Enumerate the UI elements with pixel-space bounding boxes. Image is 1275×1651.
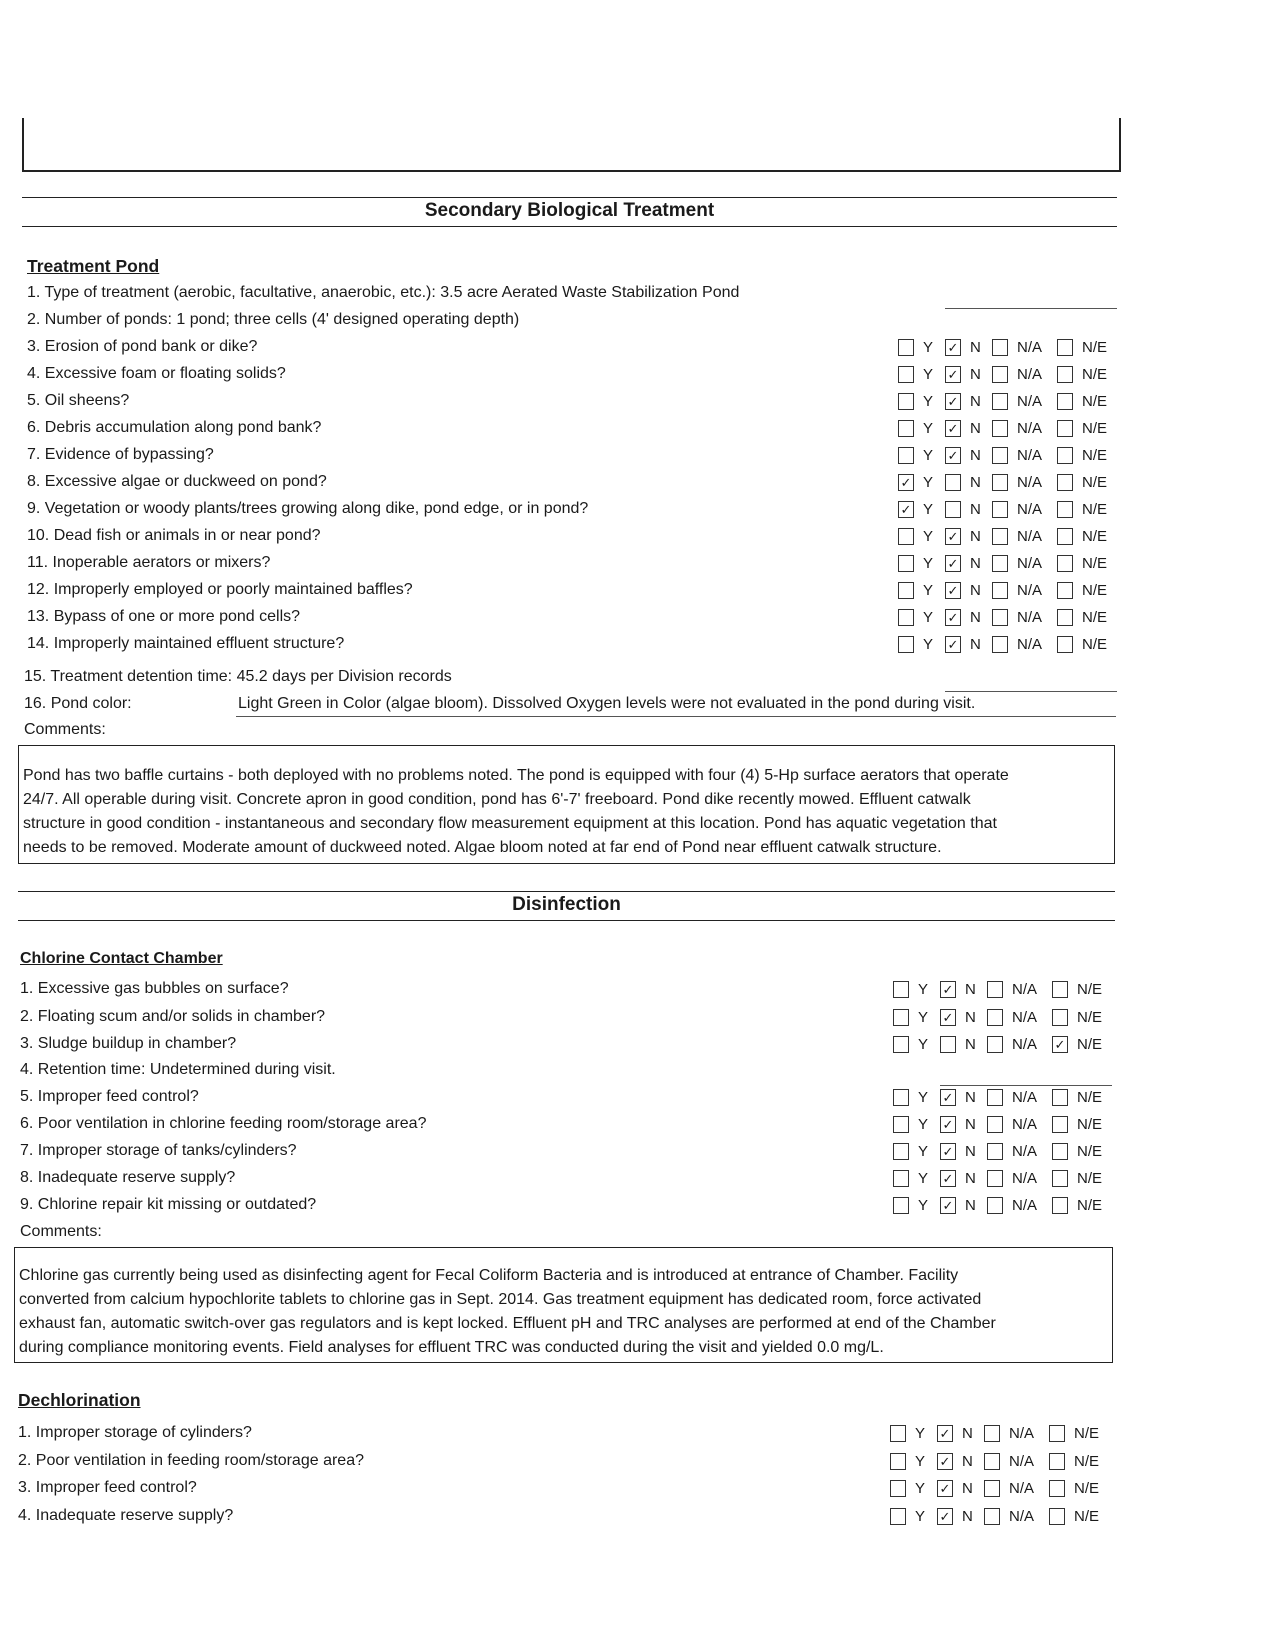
checkbox-n-a[interactable] <box>992 366 1008 383</box>
checkbox-y[interactable] <box>898 420 914 437</box>
checkbox-n-e[interactable] <box>1057 474 1073 491</box>
checkbox-label: N <box>965 1116 976 1133</box>
checkbox-n-a[interactable] <box>987 981 1003 998</box>
checkbox-y[interactable]: ✓ <box>898 501 914 518</box>
checkbox-label: N <box>970 366 981 383</box>
question-text: 12. Improperly employed or poorly maintained baffles? <box>27 581 413 598</box>
checkbox-y[interactable] <box>890 1508 906 1525</box>
checkbox-n-a[interactable] <box>992 447 1008 464</box>
question-text: 2. Floating scum and/or solids in chamber? <box>20 1007 326 1025</box>
checkbox-n-e[interactable] <box>1057 582 1073 599</box>
checkbox-label: N/E <box>1074 1507 1100 1525</box>
checkbox-label: Y <box>915 1480 926 1497</box>
checkbox-label: N/E <box>1082 339 1108 356</box>
checkbox-n-e[interactable] <box>1057 636 1073 653</box>
checkbox-n-e[interactable] <box>1057 447 1073 464</box>
checkbox-label: N <box>965 1170 976 1187</box>
checkbox-n[interactable] <box>940 1036 956 1053</box>
checkbox-n[interactable]: ✓ <box>945 528 961 545</box>
checkbox-y[interactable] <box>898 393 914 410</box>
checkbox-label: N <box>962 1480 973 1497</box>
question-text: 8. Excessive algae or duckweed on pond? <box>27 473 327 490</box>
checkbox-label: Y <box>915 1425 926 1442</box>
checkbox-n-a[interactable] <box>987 1116 1003 1133</box>
answer-options <box>898 339 1122 356</box>
checkbox-label: N <box>965 981 976 998</box>
checkbox-label: N <box>970 420 981 437</box>
checkbox-n-e[interactable] <box>1052 1170 1068 1187</box>
checkbox-y[interactable] <box>898 555 914 572</box>
checkbox-label: N/A <box>1012 1036 1038 1053</box>
question-text: 14. Improperly maintained effluent structure? <box>27 635 345 652</box>
checkbox-label: N <box>965 1008 976 1026</box>
question-text: 4. Inadequate reserve supply? <box>18 1506 234 1524</box>
checkbox-label: N/E <box>1074 1480 1100 1497</box>
checkbox-y[interactable] <box>898 528 914 545</box>
checkbox-n[interactable]: ✓ <box>945 582 961 599</box>
checkbox-label: Y <box>923 528 934 545</box>
comment-line: exhaust fan, automatic switch-over gas regulators and is kept locked. Effluent pH and TRC analyses are performed at end of the Chamber <box>19 1315 996 1332</box>
checkbox-label: N/A <box>1012 1197 1038 1214</box>
answer-options <box>893 1143 1117 1160</box>
checkbox-n[interactable]: ✓ <box>937 1453 953 1470</box>
checkbox-n[interactable]: ✓ <box>945 393 961 410</box>
checkbox-label: N/E <box>1082 447 1108 464</box>
section-rule-top <box>22 197 1117 198</box>
answer-options <box>898 447 1122 464</box>
checkbox-label: N <box>965 1036 976 1053</box>
checkbox-label: N/E <box>1074 1452 1100 1470</box>
pond-color-value: Light Green in Color (algae bloom). Dissolved Oxygen levels were not evaluated in the pond during visit. <box>238 695 976 712</box>
checkbox-y[interactable] <box>893 1170 909 1187</box>
checkbox-label: N/A <box>1017 366 1043 383</box>
checkbox-label: N <box>970 474 981 491</box>
checkbox-label: N <box>970 582 981 599</box>
checkbox-label: N <box>970 447 981 464</box>
checkbox-n-a[interactable] <box>992 501 1008 518</box>
checkbox-n-e[interactable] <box>1057 339 1073 356</box>
checkbox-n[interactable]: ✓ <box>937 1508 953 1525</box>
section-rule-top <box>18 891 1115 892</box>
checkbox-label: N/E <box>1082 474 1108 491</box>
checkbox-n-a[interactable] <box>984 1425 1000 1442</box>
checkbox-label: N <box>970 636 981 653</box>
question-text: 3. Improper feed control? <box>18 1479 197 1496</box>
checkbox-n-a[interactable] <box>987 1170 1003 1187</box>
checkbox-label: N/A <box>1017 420 1043 437</box>
answer-options <box>898 474 1122 491</box>
checkbox-label: N/E <box>1082 366 1108 383</box>
checkbox-label: N <box>965 1143 976 1160</box>
checkbox-label: Y <box>915 1507 926 1525</box>
checkbox-n-e[interactable] <box>1057 555 1073 572</box>
checkbox-label: N/E <box>1077 1008 1103 1026</box>
pond-q16-label: 16. Pond color: <box>24 695 132 712</box>
checkbox-label: Y <box>918 1170 929 1187</box>
question-text: 3. Erosion of pond bank or dike? <box>27 338 258 355</box>
checkbox-n-a[interactable] <box>992 636 1008 653</box>
checkbox-label: N/A <box>1012 1008 1038 1026</box>
checkbox-n[interactable]: ✓ <box>945 366 961 383</box>
checkbox-label: Y <box>918 1008 929 1026</box>
checkbox-n[interactable] <box>945 474 961 491</box>
checkbox-n-e[interactable] <box>1057 366 1073 383</box>
checkbox-label: N <box>970 555 981 572</box>
checkbox-label: N/E <box>1077 1116 1103 1133</box>
chamber-comments-label: Comments: <box>20 1223 102 1240</box>
checkbox-label: Y <box>918 1089 929 1106</box>
checkbox-n-e[interactable]: ✓ <box>1052 1036 1068 1053</box>
checkbox-n[interactable]: ✓ <box>940 1170 956 1187</box>
checkbox-label: N/A <box>1017 609 1043 626</box>
checkbox-n-e[interactable] <box>1052 981 1068 998</box>
checkbox-label: N/E <box>1082 582 1108 599</box>
checkbox-label: N/E <box>1082 420 1108 437</box>
checkbox-y[interactable] <box>898 339 914 356</box>
checkbox-n[interactable]: ✓ <box>945 636 961 653</box>
checkbox-y[interactable] <box>893 1116 909 1133</box>
checkbox-n-a[interactable] <box>987 1089 1003 1106</box>
checkbox-n-a[interactable] <box>992 609 1008 626</box>
checkbox-n-a[interactable] <box>984 1453 1000 1470</box>
comment-line: Chlorine gas currently being used as disinfecting agent for Fecal Coliform Bacteria and is introduced at entrance of Chamber. Facility <box>19 1267 959 1284</box>
checkbox-n-a[interactable] <box>984 1480 1000 1497</box>
checkbox-n-e[interactable] <box>1057 501 1073 518</box>
checkbox-y[interactable] <box>893 1009 909 1026</box>
checkbox-n-e[interactable] <box>1052 1089 1068 1106</box>
question-text: 7. Improper storage of tanks/cylinders? <box>20 1142 297 1159</box>
checkbox-y[interactable] <box>898 609 914 626</box>
checkbox-n-a[interactable] <box>992 528 1008 545</box>
answer-options <box>893 1170 1117 1187</box>
checkbox-y[interactable] <box>893 1089 909 1106</box>
checkbox-label: N/A <box>1017 555 1043 572</box>
checkbox-n-e[interactable] <box>1052 1143 1068 1160</box>
checkbox-label: Y <box>918 1197 929 1214</box>
checkbox-y[interactable] <box>893 1036 909 1053</box>
comment-line: Pond has two baffle curtains - both deployed with no problems noted. The pond is equipped with four (4) 5-Hp surface aerators that operate <box>23 767 1009 784</box>
checkbox-n-e[interactable] <box>1052 1009 1068 1026</box>
checkbox-n-e[interactable] <box>1052 1197 1068 1214</box>
checkbox-label: Y <box>918 1143 929 1160</box>
checkbox-label: N/E <box>1082 636 1108 653</box>
answer-options <box>898 366 1122 383</box>
checkbox-label: N/A <box>1017 501 1043 518</box>
checkbox-label: Y <box>923 501 934 518</box>
section-rule-bottom <box>22 226 1117 227</box>
question-text: 5. Improper feed control? <box>20 1088 199 1105</box>
question-text: 10. Dead fish or animals in or near pond? <box>27 527 321 544</box>
checkbox-n-a[interactable] <box>987 1036 1003 1053</box>
checkbox-label: Y <box>923 447 934 464</box>
checkbox-n-a[interactable] <box>987 1009 1003 1026</box>
checkbox-label: N/A <box>1009 1507 1035 1525</box>
question-text: 2. Poor ventilation in feeding room/storage area? <box>18 1451 364 1469</box>
checkbox-n[interactable]: ✓ <box>945 555 961 572</box>
checkbox-label: N/A <box>1017 339 1043 356</box>
checkbox-y[interactable] <box>893 1197 909 1214</box>
question-text: 13. Bypass of one or more pond cells? <box>27 608 301 625</box>
answer-line <box>940 1085 1112 1086</box>
checkbox-n-a[interactable] <box>992 555 1008 572</box>
question-text: 1. Improper storage of cylinders? <box>18 1424 252 1441</box>
section-title-secondary: Secondary Biological Treatment <box>424 200 715 221</box>
answer-options <box>893 1116 1117 1133</box>
checkbox-n[interactable]: ✓ <box>940 1009 956 1026</box>
checkbox-label: N/E <box>1074 1425 1100 1442</box>
checkbox-n-a[interactable] <box>992 474 1008 491</box>
question-text: 6. Debris accumulation along pond bank? <box>27 419 322 436</box>
checkbox-n-a[interactable] <box>987 1197 1003 1214</box>
answer-options <box>898 609 1122 626</box>
answer-options <box>890 1480 1114 1497</box>
checkbox-label: N/E <box>1077 981 1103 998</box>
checkbox-label: N <box>965 1089 976 1106</box>
answer-options <box>890 1425 1114 1442</box>
checkbox-n-e[interactable] <box>1049 1508 1065 1525</box>
pond-comments-label: Comments: <box>24 721 106 738</box>
checkbox-n[interactable]: ✓ <box>945 339 961 356</box>
answer-options <box>890 1508 1114 1525</box>
question-text: 7. Evidence of bypassing? <box>27 446 214 463</box>
checkbox-label: Y <box>923 474 934 491</box>
answer-options <box>898 636 1122 653</box>
checkbox-label: N/E <box>1077 1197 1103 1214</box>
checkbox-label: N/E <box>1082 528 1108 545</box>
checkbox-label: N/A <box>1017 582 1043 599</box>
checkbox-y[interactable] <box>893 1143 909 1160</box>
answer-options <box>893 1089 1117 1106</box>
answer-options <box>893 1036 1117 1053</box>
checkbox-n-e[interactable] <box>1057 420 1073 437</box>
section-rule-bottom <box>18 920 1115 921</box>
checkbox-label: Y <box>923 393 934 410</box>
checkbox-label: N/A <box>1009 1480 1035 1497</box>
checkbox-n-e[interactable] <box>1049 1425 1065 1442</box>
checkbox-label: Y <box>923 339 934 356</box>
checkbox-label: N/A <box>1012 1143 1038 1160</box>
comment-line: needs to be removed. Moderate amount of duckweed noted. Algae bloom noted at far end of Pond near effluent catwalk structure. <box>23 839 942 856</box>
checkbox-n-a[interactable] <box>992 339 1008 356</box>
checkbox-label: Y <box>918 1116 929 1133</box>
checkbox-y[interactable]: ✓ <box>898 474 914 491</box>
checkbox-label: N/E <box>1082 501 1108 518</box>
checkbox-label: N/A <box>1017 528 1043 545</box>
checkbox-label: N <box>962 1452 973 1470</box>
checkbox-label: Y <box>923 636 934 653</box>
pond-q15: 15. Treatment detention time: 45.2 days per Division records <box>24 668 452 685</box>
checkbox-n[interactable]: ✓ <box>937 1480 953 1497</box>
question-text: 1. Excessive gas bubbles on surface? <box>20 980 289 997</box>
answer-options <box>893 1197 1117 1214</box>
comment-line: 24/7. All operable during visit. Concrete apron in good condition, pond has 6'-7' freeboard. Pond dike recently mowed. Effluent catwalk <box>23 791 971 808</box>
checkbox-label: N/A <box>1017 447 1043 464</box>
checkbox-label: N <box>970 393 981 410</box>
checkbox-n[interactable] <box>945 501 961 518</box>
checkbox-label: Y <box>923 420 934 437</box>
checkbox-n[interactable]: ✓ <box>940 1143 956 1160</box>
question-text: 8. Inadequate reserve supply? <box>20 1169 236 1186</box>
checkbox-n-e[interactable] <box>1057 609 1073 626</box>
checkbox-y[interactable] <box>898 366 914 383</box>
pond-q2: 2. Number of ponds: 1 pond; three cells (4' designed operating depth) <box>27 311 520 328</box>
checkbox-y[interactable] <box>898 636 914 653</box>
comment-line: structure in good condition - instantaneous and secondary flow measurement equipment at this location. Pond has aquatic vegetation that <box>23 815 997 832</box>
answer-options <box>898 528 1122 545</box>
checkbox-label: N <box>970 501 981 518</box>
checkbox-n-a[interactable] <box>984 1508 1000 1525</box>
checkbox-label: N/E <box>1077 1170 1103 1187</box>
answer-line <box>945 691 1117 692</box>
checkbox-y[interactable] <box>898 447 914 464</box>
answer-options <box>890 1453 1114 1470</box>
checkbox-label: Y <box>923 366 934 383</box>
question-text: 4. Excessive foam or floating solids? <box>27 365 286 382</box>
checkbox-label: N/E <box>1077 1089 1103 1106</box>
answer-options <box>898 393 1122 410</box>
answer-options <box>898 420 1122 437</box>
checkbox-n-e[interactable] <box>1049 1480 1065 1497</box>
checkbox-label: Y <box>915 1452 926 1470</box>
chamber-comments-box <box>14 1247 1113 1363</box>
checkbox-n[interactable]: ✓ <box>940 981 956 998</box>
answer-options <box>898 555 1122 572</box>
pond-q1: 1. Type of treatment (aerobic, facultative, anaerobic, etc.): 3.5 acre Aerated Waste Stabilization Pond <box>27 284 740 301</box>
checkbox-n-a[interactable] <box>992 393 1008 410</box>
answer-options <box>898 501 1122 518</box>
subsection-title-dechlorination: Dechlorination <box>18 1390 141 1410</box>
answer-options <box>893 1009 1117 1026</box>
checkbox-n-a[interactable] <box>987 1143 1003 1160</box>
section-title-disinfection: Disinfection <box>512 894 621 915</box>
checkbox-y[interactable] <box>893 981 909 998</box>
checkbox-label: Y <box>918 981 929 998</box>
checkbox-label: N/A <box>1009 1425 1035 1442</box>
checkbox-label: Y <box>923 555 934 572</box>
answer-options <box>893 981 1117 998</box>
checkbox-label: N <box>962 1507 973 1525</box>
question-text: 3. Sludge buildup in chamber? <box>20 1035 237 1052</box>
question-text: 11. Inoperable aerators or mixers? <box>27 554 271 571</box>
checkbox-label: N/A <box>1012 981 1038 998</box>
checkbox-n[interactable]: ✓ <box>940 1089 956 1106</box>
checkbox-n[interactable]: ✓ <box>940 1197 956 1214</box>
checkbox-label: N/E <box>1077 1143 1103 1160</box>
subsection-title-chamber: Chlorine Contact Chamber <box>20 950 223 967</box>
checkbox-label: N/A <box>1012 1089 1038 1106</box>
checkbox-y[interactable] <box>890 1480 906 1497</box>
checkbox-n[interactable]: ✓ <box>937 1425 953 1442</box>
checkbox-n[interactable]: ✓ <box>945 420 961 437</box>
checkbox-label: N/A <box>1017 393 1043 410</box>
answer-options <box>898 582 1122 599</box>
checkbox-n-a[interactable] <box>992 420 1008 437</box>
checkbox-label: Y <box>918 1036 929 1053</box>
checkbox-label: N/E <box>1082 393 1108 410</box>
checkbox-y[interactable] <box>898 582 914 599</box>
question-text: 5. Oil sheens? <box>27 392 130 409</box>
checkbox-label: Y <box>923 609 934 626</box>
checkbox-label: N/A <box>1012 1170 1038 1187</box>
question-text: 9. Chlorine repair kit missing or outdated? <box>20 1196 317 1213</box>
checkbox-label: N <box>970 609 981 626</box>
checkbox-label: N/E <box>1082 609 1108 626</box>
checkbox-n[interactable]: ✓ <box>940 1116 956 1133</box>
checkbox-n-a[interactable] <box>992 582 1008 599</box>
checkbox-label: N/E <box>1077 1036 1103 1053</box>
checkbox-label: N/A <box>1009 1452 1035 1470</box>
checkbox-label: N <box>965 1197 976 1214</box>
checkbox-y[interactable] <box>890 1425 906 1442</box>
checkbox-n-e[interactable] <box>1049 1453 1065 1470</box>
checkbox-label: N/A <box>1017 474 1043 491</box>
checkbox-n-e[interactable] <box>1052 1116 1068 1133</box>
previous-comments-box <box>22 118 1121 172</box>
pond-comments-box <box>18 745 1115 864</box>
checkbox-label: N/E <box>1082 555 1108 572</box>
answer-line <box>945 308 1117 309</box>
checkbox-label: Y <box>923 582 934 599</box>
pond-color-underline <box>236 716 1116 717</box>
checkbox-label: N <box>970 339 981 356</box>
checkbox-n-e[interactable] <box>1057 393 1073 410</box>
subsection-title-pond: Treatment Pond <box>27 256 160 276</box>
checkbox-label: N/A <box>1017 636 1043 653</box>
question-text: 9. Vegetation or woody plants/trees growing along dike, pond edge, or in pond? <box>27 500 589 517</box>
checkbox-y[interactable] <box>890 1453 906 1470</box>
chamber-q4: 4. Retention time: Undetermined during visit. <box>20 1061 336 1078</box>
checkbox-label: N <box>970 528 981 545</box>
comment-line: during compliance monitoring events. Field analyses for effluent TRC was conducted during the visit and yielded 0.0 mg/L. <box>19 1339 884 1356</box>
checkbox-n[interactable]: ✓ <box>945 609 961 626</box>
question-text: 6. Poor ventilation in chlorine feeding room/storage area? <box>20 1115 427 1132</box>
checkbox-label: N <box>962 1425 973 1442</box>
checkbox-n-e[interactable] <box>1057 528 1073 545</box>
comment-line: converted from calcium hypochlorite tablets to chlorine gas in Sept. 2014. Gas treatment equipment has dedicated room, force activated <box>19 1291 982 1308</box>
checkbox-label: N/A <box>1012 1116 1038 1133</box>
checkbox-n[interactable]: ✓ <box>945 447 961 464</box>
